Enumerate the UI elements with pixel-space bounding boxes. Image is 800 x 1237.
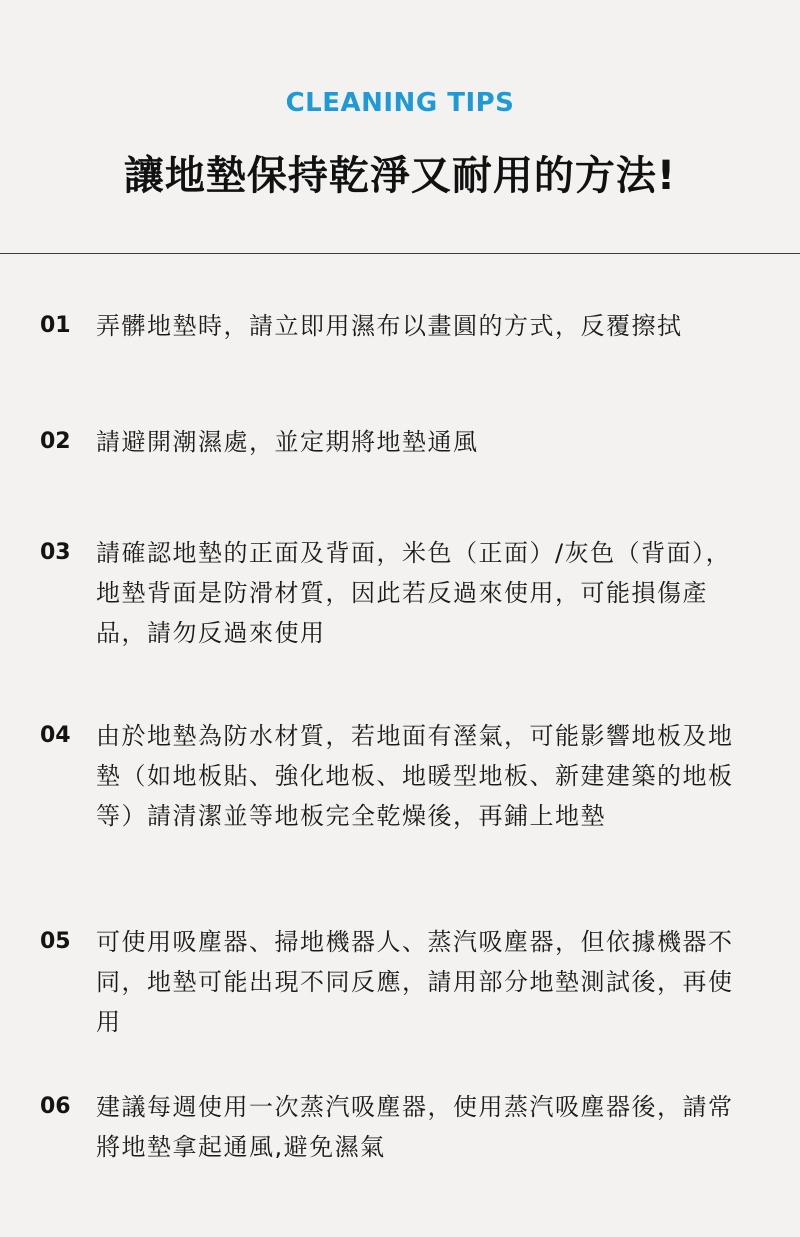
tip-text: 可使用吸塵器、掃地機器人、蒸汽吸塵器，但依據機器不同，地墊可能出現不同反應，請用部分地墊測試後，再使用 bbox=[96, 928, 734, 1036]
page-title: 讓地墊保持乾淨又耐用的方法! bbox=[123, 153, 677, 199]
tip-number: 06 bbox=[40, 1094, 71, 1119]
tip-text: 請避開潮濕處，並定期將地墊通風 bbox=[96, 428, 479, 456]
tip-text: 請確認地墊的正面及背面，米色（正面）/灰色（背面），地墊背面是防滑材質，因此若反過來使用，可能損傷產品，請勿反過來使用 bbox=[96, 539, 732, 647]
tip-number: 02 bbox=[40, 429, 71, 454]
tip-number: 05 bbox=[40, 929, 71, 954]
tip-text: 建議每週使用一次蒸汽吸塵器，使用蒸汽吸塵器後，請常將地墊拿起通風,避免濕氣 bbox=[96, 1093, 734, 1161]
tip-number: 03 bbox=[40, 540, 71, 565]
tip-number: 01 bbox=[40, 313, 71, 338]
tip-text: 由於地墊為防水材質，若地面有溼氣，可能影響地板及地墊（如地板貼、強化地板、地暖型地板、新建建築的地板等）請清潔並等地板完全乾燥後，再鋪上地墊 bbox=[96, 722, 734, 830]
tip-text: 弄髒地墊時，請立即用濕布以畫圓的方式，反覆擦拭 bbox=[96, 312, 683, 340]
section-kicker: CLEANING TIPS bbox=[285, 88, 515, 118]
header bbox=[0, 0, 800, 254]
tip-number: 04 bbox=[40, 723, 71, 748]
